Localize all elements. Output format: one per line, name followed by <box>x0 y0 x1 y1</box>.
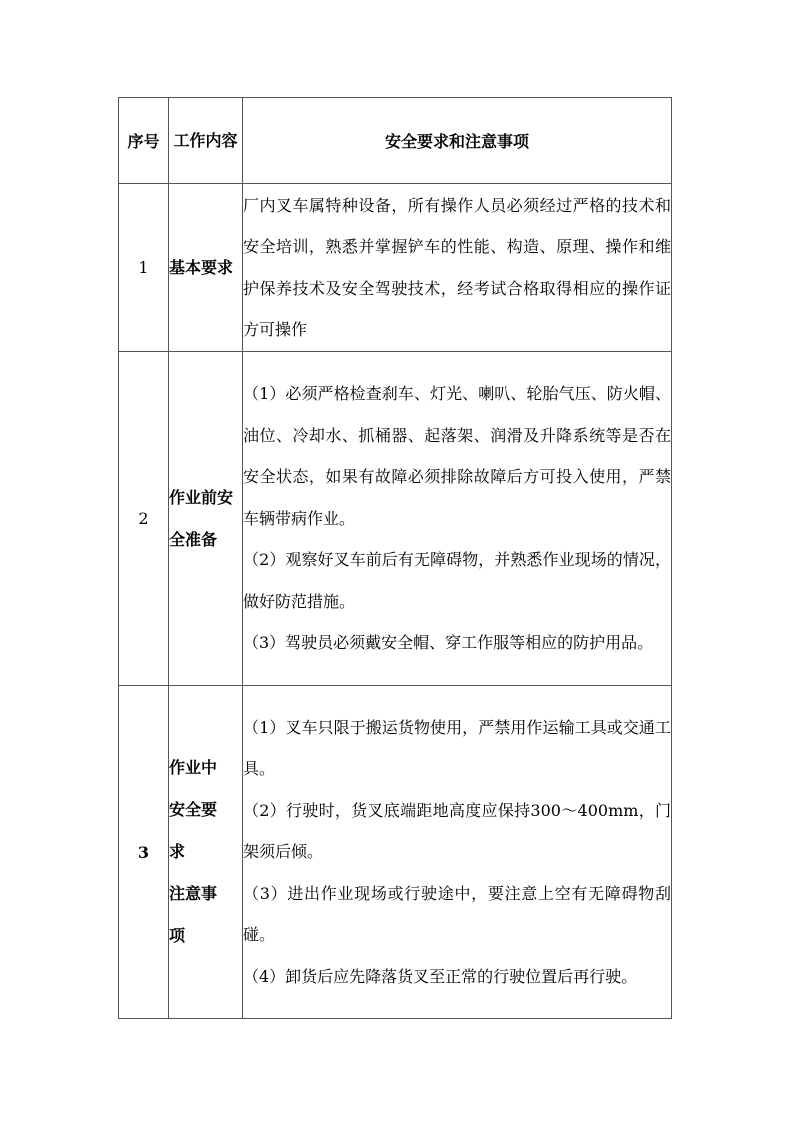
requirement-paragraph: （2）行驶时，货叉底端距地高度应保持300～400mm，门架须后倾。 <box>243 800 671 862</box>
work-item-line: 安全要 <box>169 800 218 819</box>
table-row <box>119 686 672 1019</box>
table-row <box>119 352 672 686</box>
row-requirements <box>243 352 672 686</box>
header-seq: 序号 <box>119 98 169 184</box>
work-item-line: 求 <box>169 842 186 861</box>
row-work-item: 基本要求 <box>169 184 243 352</box>
row-seq: 2 <box>119 352 169 686</box>
header-work-content: 工作内容 <box>169 98 243 184</box>
header-requirements: 安全要求和注意事项 <box>243 98 672 184</box>
requirement-paragraph: （3）进出作业现场或行驶途中，要注意上空有无障碍物刮碰。 <box>243 883 671 945</box>
row-seq: 3 <box>119 686 169 1019</box>
requirement-paragraph: （2）观察好叉车前后有无障碍物，并熟悉作业现场的情况，做好防范措施。 <box>243 550 671 611</box>
row-requirements <box>243 184 672 352</box>
work-item-line: 项 <box>169 926 186 945</box>
work-item-line: 注意事 <box>169 884 218 903</box>
row-seq: 1 <box>119 184 169 352</box>
safety-requirements-table <box>118 97 672 1019</box>
requirement-paragraph: （1）叉车只限于搬运货物使用，严禁用作运输工具或交通工具。 <box>243 717 671 779</box>
requirement-paragraph: 厂内叉车属特种设备，所有操作人员必须经过严格的技术和安全培训，熟悉并掌握铲车的性能、构造、原理、操作和维护保养技术及安全驾驶技术，经考试合格取得相应的操作证方可操作 <box>243 195 671 339</box>
row-requirements <box>243 686 672 1019</box>
requirement-paragraph: （3）驾驶员必须戴安全帽、穿工作服等相应的防护用品。 <box>243 633 654 653</box>
table-row <box>119 184 672 352</box>
row-work-item <box>169 686 243 1019</box>
table-header-row <box>119 98 672 184</box>
work-item-line: 作业中 <box>169 758 218 777</box>
row-work-item: 作业前安全准备 <box>169 352 243 686</box>
requirement-paragraph: （1）必须严格检查刹车、灯光、喇叭、轮胎气压、防火帽、油位、冷却水、抓桶器、起落架、润滑及升降系统等是否在安全状态，如果有故障必须排除故障后方可投入使用，严禁车辆带病作业。 <box>243 384 671 528</box>
requirement-paragraph: （4）卸货后应先降落货叉至正常的行驶位置后再行驶。 <box>243 966 638 986</box>
